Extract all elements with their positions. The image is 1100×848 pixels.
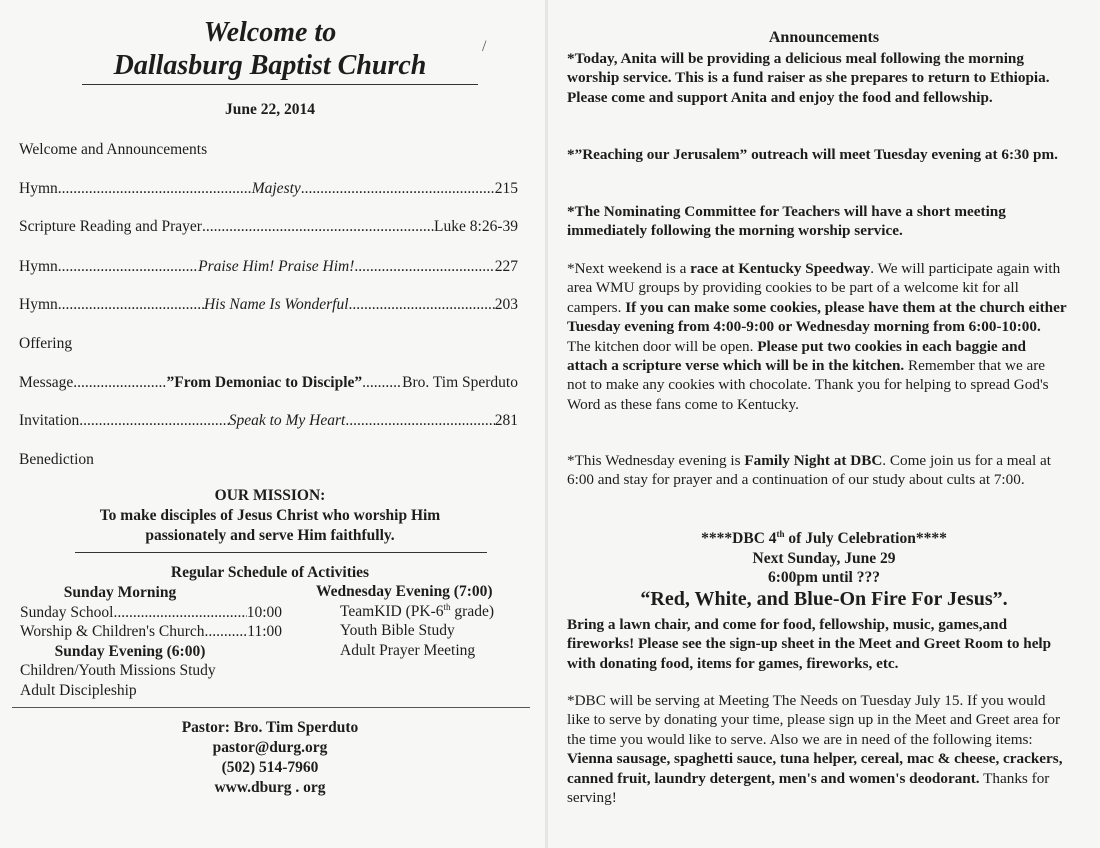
leader-dots <box>58 257 198 277</box>
text-run: Thanks for serving! <box>567 769 1050 807</box>
leader-dots <box>113 603 246 623</box>
celebration-time: 6:00pm until ??? <box>768 569 880 586</box>
celebration-details: Bring a lawn chair, and come for food, fellowship, music, games,and fireworks! Please see the sign-up sheet in the Meet and Greet Room to help with donating food, items for games, fireworks, etc. <box>567 616 1052 672</box>
text-run: ****DBC 4 <box>701 530 777 547</box>
announcement-family-night <box>567 451 1067 490</box>
announcement-meal: *Today, Anita will be providing a delicious meal following the morning worship service. This is a fund raiser as she prepares to return to Ethiopia. Please come and support Anita and enjoy the food and fellowship. <box>567 50 1050 106</box>
schedule-heading: Regular Schedule of Activities <box>170 564 370 581</box>
ordinal-suffix: th <box>776 528 785 539</box>
hymn-title: Speak to My Heart <box>228 412 346 429</box>
leader-dots <box>205 622 248 642</box>
leader-dots <box>73 373 166 393</box>
order-label: Welcome and Announcements <box>19 141 208 158</box>
leader-dots <box>58 295 204 315</box>
sermon-title: ”From Demoniac to Disciple” <box>166 374 363 391</box>
pen-mark: / <box>482 38 487 55</box>
activity-name: Children/Youth Missions Study <box>20 662 216 679</box>
text-run: Remember that we are not to make any cookies with chocolate. Thank you for helping to spread God's Word as these fans come to Kentucky. <box>567 357 1049 413</box>
title-line-2: Dallasburg Baptist Church <box>113 50 427 81</box>
activity-time: 10:00 <box>246 603 282 621</box>
order-item-welcome <box>19 140 518 160</box>
leader-dots <box>301 179 495 199</box>
order-item-benediction <box>19 450 518 470</box>
order-label: Offering <box>19 335 73 352</box>
sunday-schedule <box>20 583 310 700</box>
mission-line: To make disciples of Jesus Christ who worship Him <box>99 507 441 524</box>
order-label: Invitation <box>19 412 80 429</box>
title-line-1: Welcome to <box>203 17 337 48</box>
pastor-email: pastor@durg.org <box>212 739 328 756</box>
order-item-scripture <box>19 217 518 237</box>
ordinal-suffix: th <box>443 601 451 612</box>
title-underline <box>82 84 478 85</box>
wednesday-schedule <box>316 582 536 660</box>
pastor-contact <box>0 718 540 798</box>
hymn-title: Praise Him! Praise Him! <box>198 258 355 275</box>
text-run: . Come join us for a meal at 6:00 and stay for prayer and a continuation of our study about cults at 7:00. <box>567 452 1052 489</box>
sunday-evening-heading: Sunday Evening (6:00) <box>54 642 206 660</box>
leader-dots <box>345 411 494 431</box>
order-item-hymn-3 <box>19 295 518 315</box>
order-label: Message <box>19 374 74 391</box>
mission-line: passionately and serve Him faithfully. <box>145 527 395 544</box>
text-run-bold: Family Night at DBC <box>744 452 883 469</box>
leader-dots <box>202 217 434 237</box>
announcement-speedway <box>567 259 1067 414</box>
schedule-row <box>20 622 282 642</box>
hymn-title: Majesty <box>251 180 301 197</box>
divider <box>12 707 530 708</box>
leader-dots <box>58 179 252 199</box>
text-run: *This Wednesday evening is <box>567 452 745 469</box>
text-run: . We will participate again with area WMU groups by providing cookies to be part of a welcome kit for all campers. <box>567 260 1061 316</box>
pastor-name: Pastor: Bro. Tim Sperduto <box>181 719 359 736</box>
pastor-phone: (502) 514-7960 <box>221 759 319 776</box>
order-item-hymn-1 <box>19 179 518 199</box>
order-label: Hymn <box>19 180 58 197</box>
hymn-number: 215 <box>494 180 519 197</box>
celebration-date: Next Sunday, June 29 <box>752 549 896 567</box>
divider <box>75 552 487 553</box>
order-item-message <box>19 373 518 393</box>
sunday-morning-heading: Sunday Morning <box>63 584 177 601</box>
celebration-heading <box>548 529 1100 588</box>
order-item-hymn-2 <box>19 257 518 277</box>
service-date: June 22, 2014 <box>225 101 315 118</box>
activity-name: Sunday School <box>20 603 114 621</box>
text-run: *Next weekend is a <box>567 260 691 277</box>
mission-statement <box>70 506 470 546</box>
order-item-offering <box>19 334 518 354</box>
announcement-meeting-needs <box>567 691 1067 807</box>
text-run: of July Celebration**** <box>784 530 947 547</box>
celebration-title <box>548 529 1100 549</box>
hymn-number: 203 <box>494 296 518 313</box>
text-run: *DBC will be serving at Meeting The Needs on Tuesday July 15. If you would like to serve by donating your time, please sign up in the Meet and Greet area for the time you would like to serve. Also we are in need of the following items: <box>567 692 1061 748</box>
activity-name: Youth Bible Study <box>340 622 455 639</box>
celebration-slogan: “Red, White, and Blue-On Fire For Jesus”. <box>640 588 1008 610</box>
activity-name: Adult Discipleship <box>20 681 137 699</box>
text-run-bold: race at Kentucky Speedway <box>690 260 871 277</box>
announcement-committee: *The Nominating Committee for Teachers will have a short meeting immediately following the morning worship service. <box>567 203 1006 240</box>
activity-teamkid <box>316 602 536 622</box>
order-label: Hymn <box>19 296 58 313</box>
hymn-number: 227 <box>494 258 518 275</box>
teamkid-text: grade) <box>450 602 494 620</box>
teamkid-text: TeamKID (PK-6 <box>340 602 444 620</box>
hymn-title: His Name Is Wonderful <box>203 296 349 313</box>
text-run: The kitchen door will be open. <box>567 337 758 355</box>
order-label: Scripture Reading and Prayer <box>19 218 202 235</box>
announcement-outreach: *”Reaching our Jerusalem” outreach will meet Tuesday evening at 6:30 pm. <box>567 146 1058 163</box>
text-run-bold: If you can make some cookies, please have them at the church either Tuesday evening from 4:00-9:00 or Wednesday morning from 6:00-10:00. <box>567 298 1067 336</box>
leader-dots <box>79 411 228 431</box>
church-website: www.dburg . org <box>214 779 326 796</box>
activity-name: Worship & Children's Church <box>20 623 205 640</box>
order-label: Hymn <box>19 258 58 275</box>
text-run-bold: Please put two cookies in each baggie and attach a scripture verse which will be in the kitchen. <box>567 337 1026 375</box>
activity-name: Adult Prayer Meeting <box>340 641 476 659</box>
order-item-invitation <box>19 411 518 431</box>
leader-dots <box>362 373 402 393</box>
announcements-heading: Announcements <box>768 29 880 46</box>
scripture-reference: Luke 8:26-39 <box>434 218 518 235</box>
preacher-name: Bro. Tim Sperduto <box>402 374 518 391</box>
hymn-number: 281 <box>494 412 518 429</box>
wednesday-heading: Wednesday Evening (7:00) <box>316 583 493 600</box>
bulletin-title <box>0 16 540 82</box>
text-run-bold: Vienna sausage, spaghetti sauce, tuna helper, cereal, mac & cheese, crackers, canned fruit, laundry detergent, men's and women's deodorant. <box>567 750 1063 787</box>
order-label: Benediction <box>19 451 94 468</box>
leader-dots <box>349 295 495 315</box>
leader-dots <box>354 257 494 277</box>
mission-heading: OUR MISSION: <box>214 487 326 504</box>
schedule-row <box>20 603 282 623</box>
activity-time: 11:00 <box>247 623 282 640</box>
